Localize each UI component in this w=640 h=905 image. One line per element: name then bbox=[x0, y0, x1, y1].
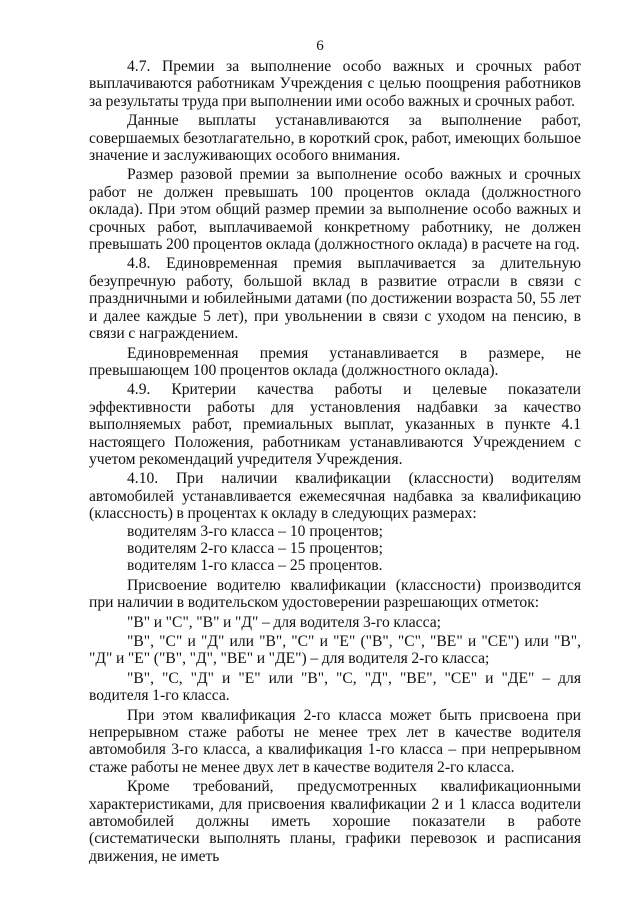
paragraph-4-10: 4.10. При наличии квалификации (классности) водителям автомобилей устанавливается ежемесячная надбавка за квалификацию (классность) в процентах к окладу в следующих размерах: bbox=[89, 470, 581, 523]
paragraph-4-9: 4.9. Критерии качества работы и целевые показатели эффективности работы для установления надбавки за качество выполняемых работ, премиальных выплат, указанных в пункте 4.1 настоящего Положения, работникам устанавливаются Учреждением с учетом рекомендаций учредителя Учреждения. bbox=[89, 381, 581, 468]
paragraph-marks-class-3: "В" и "С", "В" и "Д" – для водителя 3-го класса; bbox=[127, 613, 441, 631]
paragraph-marks-class-2: "В", "С" и "Д" или "В", "С" и "Е" ("В", "С", "ВЕ" и "СЕ") или "В", "Д" и "Е" ("В", "Д", "ВЕ" и "ДЕ") – для водителя 2-го класса; bbox=[89, 633, 581, 668]
paragraph-lump-sum-size: Единовременная премия устанавливается в размере, не превышающем 100 процентов оклада (должностного оклада). bbox=[89, 344, 581, 379]
list-item-class-1: водителям 1-го класса – 25 процентов. bbox=[127, 557, 383, 575]
paragraph-4-8: 4.8. Единовременная премия выплачивается за длительную безупречную работу, большой вклад в развитие отрасли в связи с праздничными и юбилейными датами (по достижении возраста 50, 55 лет и далее каждые 5 лет), при увольнении в связи с уходом на пенсию, в связи с награждением. bbox=[89, 255, 581, 343]
list-item-class-2: водителям 2-го класса – 15 процентов; bbox=[127, 539, 384, 557]
paragraph-qualification-assignment: Присвоение водителю квалификации (классности) производится при наличии в водительском удостоверении разрешающих отметок: bbox=[89, 576, 581, 612]
paragraph-bonus-size: Размер разовой премии за выполнение особо важных и срочных работ не должен превышать 100 процентов оклада (должностного оклада). При этом общий размер премии за выполнение особо важных и срочных работ, выплачиваемой конкретному работнику, не должен превышать 200 процентов оклада (должностного оклада) в расчете на год. bbox=[89, 166, 581, 254]
paragraph-payments: Данные выплаты устанавливаются за выполнение работ, совершаемых безотлагательно, в короткий срок, работ, имеющих большое значение и заслуживающих особого внимания. bbox=[89, 112, 581, 165]
document-body bbox=[89, 58, 581, 865]
paragraph-requirements: Кроме требований, предусмотренных квалификационными характеристиками, для присвоения квалификации 2 и 1 класса водители автомобилей должны иметь хорошие показатели в работе (систематически выполнять планы, графики перевозок и расписания движения, не иметь bbox=[89, 778, 581, 865]
paragraph-marks-class-1: "В", "С, "Д" и "Е" или "В", "С, "Д", "ВЕ", "СЕ" и "ДЕ" – для водителя 1-го класса. bbox=[89, 669, 581, 705]
paragraph-4-7: 4.7. Премии за выполнение особо важных и срочных работ выплачиваются работникам Учреждения с целью поощрения работников за результаты труда при выполнении ими особо важных и срочных работ. bbox=[89, 58, 581, 110]
page-number: 6 bbox=[316, 38, 324, 54]
paragraph-experience: При этом квалификация 2-го класса может быть присвоена при непрерывном стаже работы не менее трех лет в качестве водителя автомобиля 3-го класса, а квалификация 1-го класса – при непрерывном стаже работы не менее двух лет в качестве водителя 2-го класса. bbox=[89, 706, 581, 776]
list-item-class-3: водителям 3-го класса – 10 процентов; bbox=[127, 522, 384, 540]
